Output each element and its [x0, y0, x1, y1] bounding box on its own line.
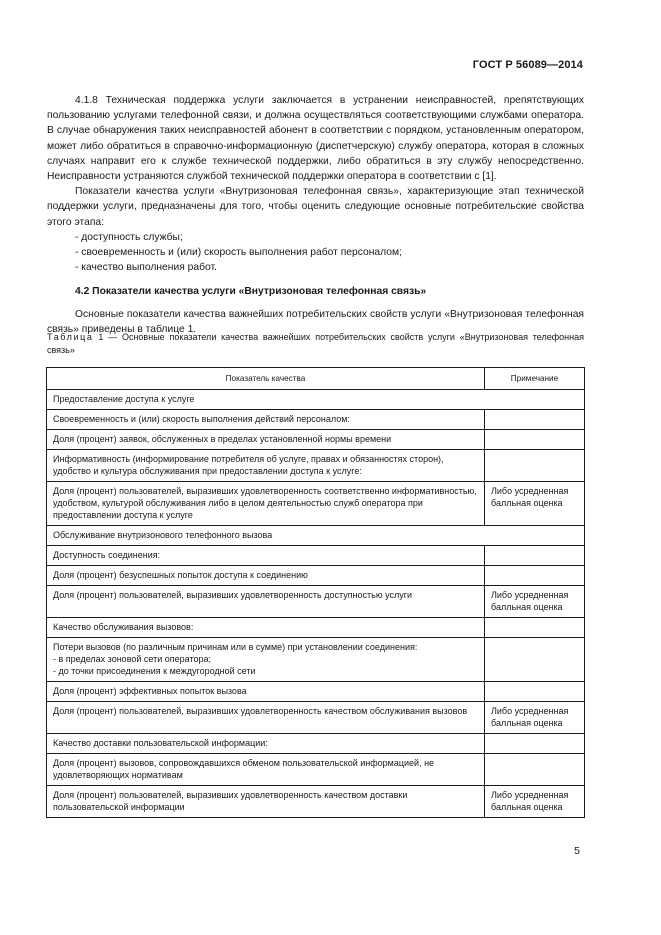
indicator-cell: Своевременность и (или) скорость выполнения действий персоналом: [47, 410, 485, 430]
table-header-row [47, 368, 585, 390]
table-caption-text: 1 — Основные показатели качества важнейших потребительских свойств услуги «Внутризоновая телефонная связь» [47, 332, 584, 355]
table-row [47, 734, 585, 754]
indicator-cell: Качество обслуживания вызовов: [47, 618, 485, 638]
table-row [47, 586, 585, 618]
document-code: ГОСТ Р 56089—2014 [472, 59, 583, 71]
indicator-cell: Доля (процент) пользователей, выразивших удовлетворенность доступностью услуги [47, 586, 485, 618]
indicator-cell: Доля (процент) заявок, обслуженных в пределах установленной нормы времени [47, 430, 485, 450]
note-cell [485, 410, 585, 430]
table-row [47, 450, 585, 482]
table-row [47, 430, 585, 450]
table-row [47, 390, 585, 410]
note-cell: Либо усредненная балльная оценка [485, 586, 585, 618]
indicator-line: - до точки присоединения к междугородной сети [53, 666, 256, 676]
page-number: 5 [574, 845, 580, 857]
indicator-line: - в пределах зоновой сети оператора; [53, 654, 211, 664]
indicator-cell: Доля (процент) вызовов, сопровождавшихся обменом пользовательской информацией, не удовлетворяющих нормативам [47, 754, 485, 786]
table-caption [47, 331, 584, 356]
table-row [47, 410, 585, 430]
quality-indicators-table [46, 367, 585, 818]
note-cell [485, 618, 585, 638]
indicator-cell: Доля (процент) пользователей, выразивших удовлетворенность качеством обслуживания вызовов [47, 702, 485, 734]
indicator-cell: Доступность соединения: [47, 546, 485, 566]
indicator-cell [47, 638, 485, 682]
indicator-cell: Доля (процент) безуспешных попыток доступа к соединению [47, 566, 485, 586]
table-row [47, 566, 585, 586]
table-row [47, 786, 585, 818]
list-item: - своевременность и (или) скорость выполнения работ персоналом; [75, 247, 402, 259]
paragraph: Показатели качества услуги «Внутризоновая телефонная связь», характеризующие этап технической поддержки услуги, предназначены для того, чтобы оценить следующие основные потребительские свойства этого этапа: [47, 186, 584, 228]
note-cell: Либо усредненная балльная оценка [485, 482, 585, 526]
table-group-cell: Обслуживание внутризонового телефонного вызова [47, 526, 585, 546]
property-list [47, 230, 584, 276]
note-cell [485, 566, 585, 586]
indicator-cell: Доля (процент) эффективных попыток вызова [47, 682, 485, 702]
column-header-indicator: Показатель качества [47, 368, 485, 390]
body-text [47, 93, 584, 337]
note-cell [485, 450, 585, 482]
indicator-cell: Качество доставки пользовательской информации: [47, 734, 485, 754]
column-header-note: Примечание [485, 368, 585, 390]
note-cell [485, 430, 585, 450]
paragraph: 4.1.8 Техническая поддержка услуги заключается в устранении неисправностей, препятствующих пользованию услугами телефонной связи, и должна осуществляться соответствующими службами оператора. В случае обнаружения таких неисправностей абонент в соответствии с порядком, установленным оператором, может либо обратиться в справочно-информационную (диспетчерскую) службу оператора, которая в сложных случаях направит его к службе технической поддержки, либо обратиться в эту службу непосредственно. Неисправности устраняются службой технической поддержки оператора в соответствии с [1]. [47, 95, 584, 183]
list-item: - качество выполнения работ. [75, 262, 217, 274]
note-cell: Либо усредненная балльная оценка [485, 786, 585, 818]
indicator-cell: Доля (процент) пользователей, выразивших удовлетворенность качеством доставки пользовательской информации [47, 786, 485, 818]
note-cell [485, 754, 585, 786]
note-cell [485, 734, 585, 754]
paragraph: Основные показатели качества важнейших потребительских свойств услуги «Внутризоновая телефонная связь» приведены в таблице 1. [47, 308, 584, 335]
section-heading: 4.2 Показатели качества услуги «Внутризоновая телефонная связь» [75, 286, 427, 298]
table-caption-word: Таблица [47, 332, 94, 342]
indicator-cell: Доля (процент) пользователей, выразивших удовлетворенность соответственно информативностью, удобством, культурой обслуживания либо в целом деятельностью служб оператора при предоставлении доступа к услуге [47, 482, 485, 526]
note-cell [485, 682, 585, 702]
table-body [47, 390, 585, 818]
table-row [47, 618, 585, 638]
list-item: - доступность службы; [75, 231, 183, 243]
note-cell [485, 638, 585, 682]
table-row [47, 526, 585, 546]
table-group-cell: Предоставление доступа к услуге [47, 390, 585, 410]
table-row [47, 546, 585, 566]
table-row [47, 482, 585, 526]
table-row [47, 682, 585, 702]
indicator-cell: Информативность (информирование потребителя об услуге, правах и обязанностях сторон), удобство и культура обслуживания при предоставлении доступа к услуге: [47, 450, 485, 482]
table-row [47, 702, 585, 734]
note-cell [485, 546, 585, 566]
table-row [47, 638, 585, 682]
indicator-line: Потери вызовов (по различным причинам или в сумме) при установлении соединения: [53, 642, 418, 652]
table-row [47, 754, 585, 786]
note-cell: Либо усредненная балльная оценка [485, 702, 585, 734]
